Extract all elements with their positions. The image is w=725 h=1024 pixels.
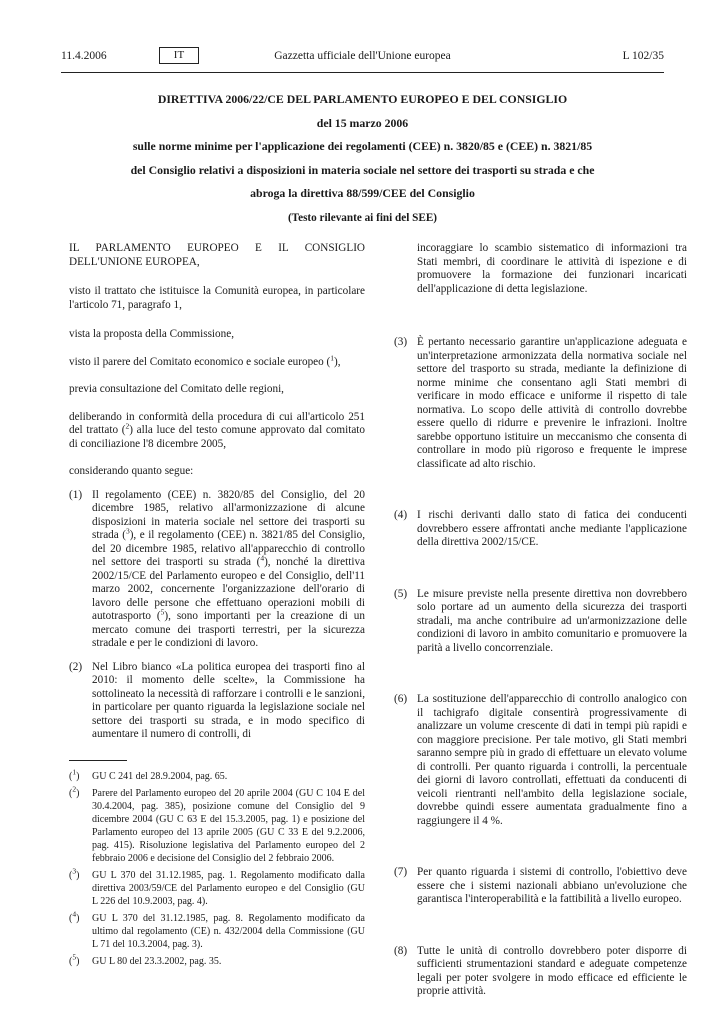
footnote-4: ($^4$) GU L 370 del 31.12.1985, pag. 8. Regolamento modificato da ultimo dal regolamento (CE) n. 432/2004 della Commissione (GU L 71 del 10.3.2004, pag. 3). bbox=[69, 909, 365, 950]
recital-4: (4) I rischi derivanti dallo stato di fatica dei conducenti dovrebbero essere affrontati anche mediante l'applicazione della direttiva 2002/15/CE. bbox=[394, 509, 687, 548]
title-line-5: abroga la direttiva 88/599/CEE del Consiglio bbox=[250, 186, 475, 200]
preamble-eesc: visto il parere del Comitato economico e sociale europeo ($^1$), bbox=[69, 352, 341, 368]
page-number: L 102/35 bbox=[622, 50, 664, 62]
title-line-1: DIRETTIVA 2006/22/CE DEL PARLAMENTO EUROPEO E DEL CONSIGLIO bbox=[157, 92, 568, 106]
preamble-treaty: visto il trattato che istituisce la Comunità europea, in particolare l'articolo 71, paragrafo 1, bbox=[69, 285, 365, 311]
recital-8: (8) Tutte le unità di controllo dovrebbero poter disporre di sufficienti strumentazioni standard e adeguate competenze legali per poter svolgere in modo efficace ed efficiente le proprie attività. bbox=[394, 944, 687, 997]
title-line-2: del 15 marzo 2006 bbox=[316, 115, 409, 130]
document-title bbox=[61, 88, 664, 230]
header-date: 11.4.2006 bbox=[61, 50, 107, 62]
recital-7: (7) Per quanto riguarda i sistemi di controllo, l'obiettivo deve essere che i sistemi nazionali abbiano un'evoluzione che garantisca l'interoperabilità e la fattibilità a livello europeo. bbox=[394, 866, 687, 905]
recital-2-continued: incoraggiare lo scambio sistematico di informazioni tra Stati membri, di coordinare le attività di ispezione e di promuovere la formazione dei funzionari incaricati dell'applicazione di detta legislazione. bbox=[417, 242, 687, 295]
right-column bbox=[394, 242, 687, 999]
journal-title: Gazzetta ufficiale dell'Unione europea bbox=[274, 50, 451, 62]
preamble-regions: previa consultazione del Comitato delle regioni, bbox=[69, 383, 284, 395]
preamble-procedure: deliberando in conformità della procedura di cui all'articolo 251 del trattato ($^2$) alla luce del testo comune approvato dal comitato di conciliazione l'8 dicembre 2005, bbox=[69, 410, 366, 450]
recital-1: (1) Il regolamento (CEE) n. 3820/85 del Consiglio, del 20 dicembre 1985, relativo all'armonizzazione di alcune disposizioni in materia sociale nel settore dei trasporti su strada ($^3$), e il regolamento (CEE) n. 3821/85 del Consiglio, del 20 dicembre 1985, relativo all'apparecchio di controllo nel settore dei trasporti su strada ($^4$), nonché la direttiva 2002/15/CE del Parlamento europeo e del Consiglio, dell'11 marzo 2002, concernente l'organizzazione dell'orario di lavoro delle persone che effettuano operazioni mobili di autotrasporto ($^5$), sono importanti per la creazione di un mercato comune dei trasporti terrestri, per la sicurezza stradale e per le condizioni di lavoro. bbox=[69, 488, 366, 649]
footnote-5: ($^5$) GU L 80 del 23.3.2002, pag. 35. bbox=[69, 952, 222, 967]
footnote-rule bbox=[69, 760, 127, 761]
recital-6: (6) La sostituzione dell'apparecchio di controllo analogico con il tachigrafo digitale consentirà progressivamente di analizzare un volume crescente di dati in tempi più rapidi e con maggiore precisione. Per tale motivo, gli Stati membri saranno sempre più in grado di effettuare un elevato volume di controlli. Per quanto riguarda i controlli, la percentuale dei giorni di lavoro controllati, effettuati da conducenti di veicoli rientranti nell'ambito della legislazione sociale, dovrebbe quindi essere aumentata gradualmente fino a raggiungere il 4 %. bbox=[394, 693, 687, 827]
left-column bbox=[69, 242, 365, 742]
header-rule bbox=[61, 72, 664, 73]
recital-5: (5) Le misure previste nella presente direttiva non dovrebbero solo portare ad un aumento della sicurezza dei trasporti stradali, ma anche contribuire ad un'armonizzazione delle condizioni di lavoro in ambito comunitario e promuovere la parità a livello concorrenziale. bbox=[394, 587, 687, 654]
recital-3: (3) È pertanto necessario garantire un'applicazione adeguata e un'interpretazione armonizzata della normativa sociale nel settore del trasporto su strada, mediante la definizione di norme minime che consentano agli Stati membri di verificare in modo efficace e uniforme il rispetto di tale normativa. Lo scopo delle attività di controllo dovrebbe essere quello di ridurre e prevenire le infrazioni. Inoltre sarebbe opportuno istituire un meccanismo che consenta di controllare in modo più rigoroso e frequente le imprese classificate ad alto rischio. bbox=[394, 336, 687, 470]
title-line-3: sulle norme minime per l'applicazione dei regolamenti (CEE) n. 3820/85 e (CEE) n. 3821/85 bbox=[132, 139, 593, 153]
title-eea-note: (Testo rilevante ai fini del SEE) bbox=[287, 211, 438, 224]
language-badge: IT bbox=[159, 47, 199, 64]
footnote-1: ($^1$) GU C 241 del 28.9.2004, pag. 65. bbox=[69, 767, 228, 782]
recital-2: (2) Nel Libro bianco «La politica europea dei trasporti fino al 2010: il momento delle scelte», la Commissione ha sottolineato la necessità di rafforzare i controlli e le sanzioni, in particolare per quanto riguarda la legislazione sociale nel settore dei trasporti su strada, e in modo specifico di aumentare il numero di controlli, di bbox=[69, 660, 365, 740]
preamble-whereas: considerando quanto segue: bbox=[69, 465, 194, 477]
footnote-2: ($^2$) Parere del Parlamento europeo del 20 aprile 2004 (GU C 104 E del 30.4.2004, pag. 385), posizione comune del Consiglio del 9 dicembre 2004 (GU C 63 E del 15.3.2005, pag. 1) e posizione del Parlamento europeo del 13 aprile 2005 (GU C 33 E del 9.2.2006, pag. 415). Risoluzione legislativa del Parlamento europeo del 2 febbraio 2006 e decisione del Consiglio del 2 febbraio 2006. bbox=[69, 784, 365, 864]
preamble-parties: IL PARLAMENTO EUROPEO E IL CONSIGLIO DELL'UNIONE EUROPEA, bbox=[69, 242, 365, 268]
preamble-proposal: vista la proposta della Commissione, bbox=[69, 328, 234, 340]
footnote-3: ($^3$) GU L 370 del 31.12.1985, pag. 1. Regolamento modificato dalla direttiva 2003/59/CE del Parlamento europeo e del Consiglio (GU L 226 del 10.9.2003, pag. 4). bbox=[69, 866, 365, 907]
title-line-4: del Consiglio relativi a disposizioni in materia sociale nel settore dei trasporti su strada e che bbox=[130, 162, 595, 177]
footnotes bbox=[69, 767, 365, 972]
journal-header bbox=[61, 50, 664, 68]
